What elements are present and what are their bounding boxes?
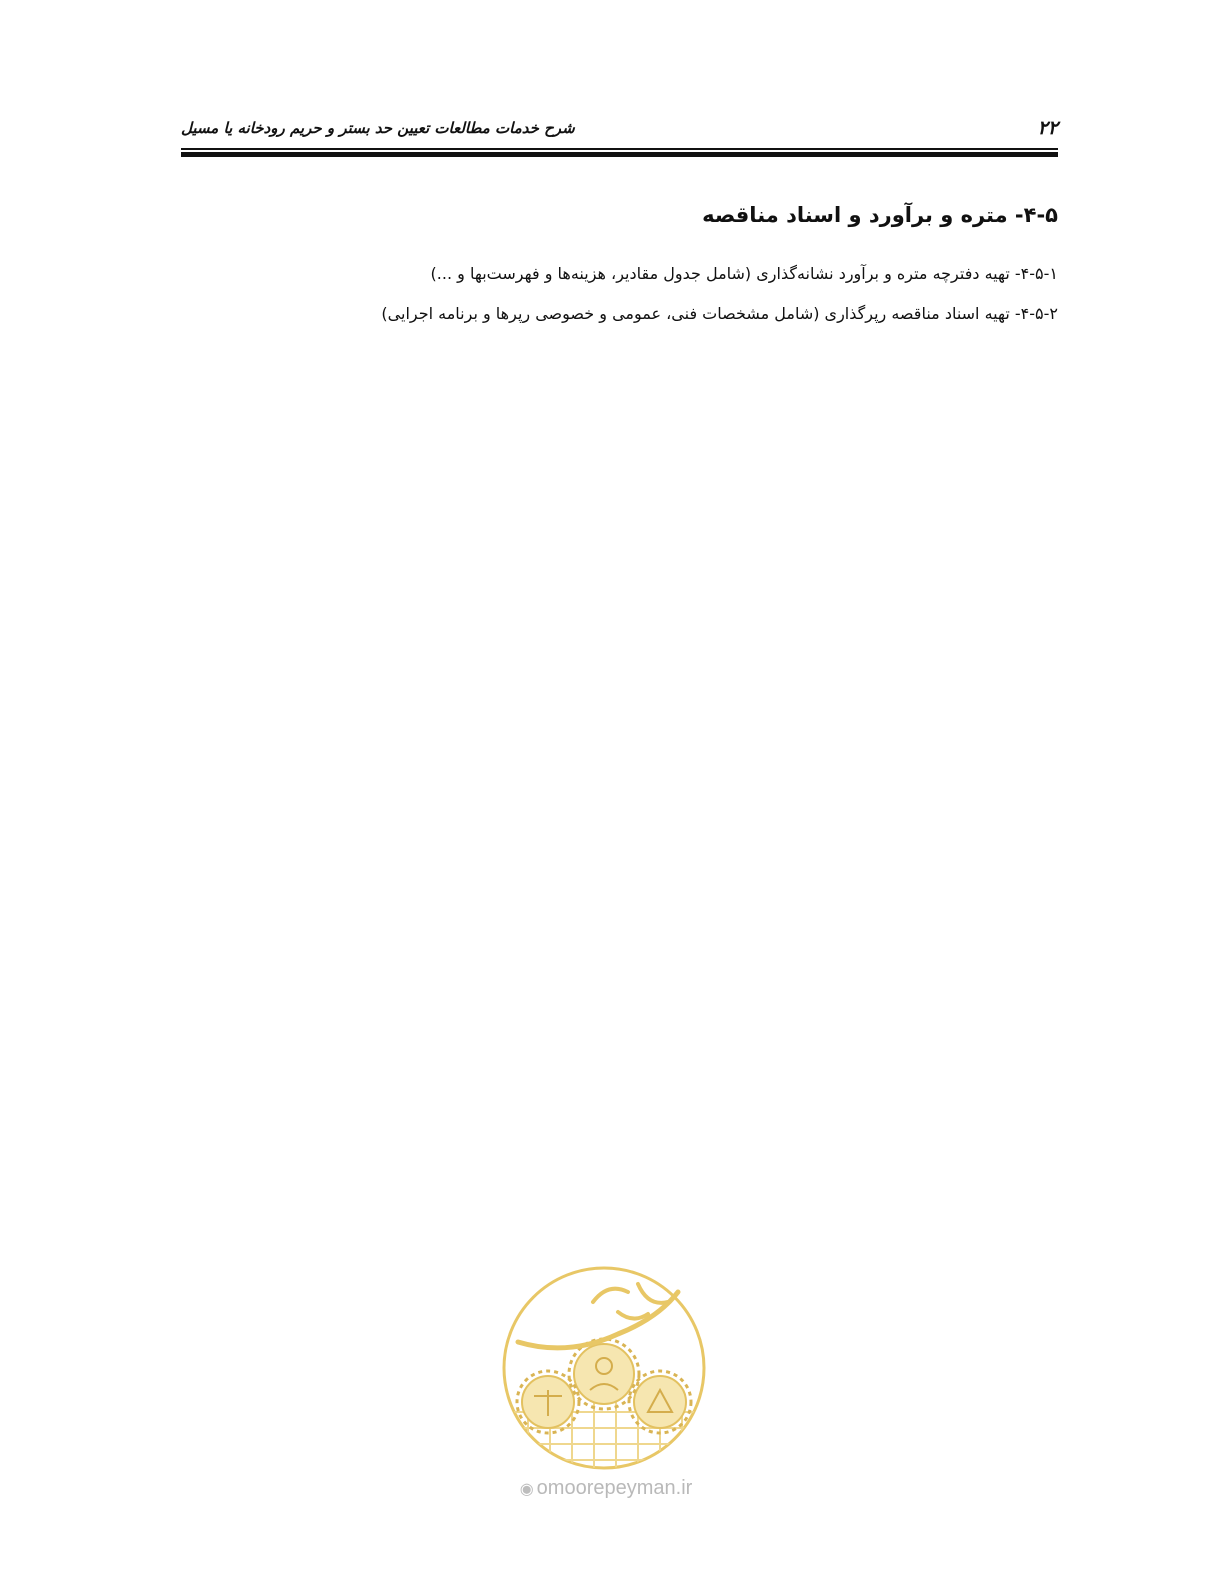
globe-icon: ◉	[519, 1481, 534, 1498]
page-number: ۲۲	[1037, 117, 1058, 139]
running-title: شرح خدمات مطالعات تعیین حد بستر و حریم رودخانه یا مسیل	[181, 119, 575, 137]
section-heading: ۴-۵- متره و برآورد و اسناد مناقصه	[702, 203, 1058, 227]
list-item: ۴-۵-۱- تهیه دفترچه متره و برآورد نشانه‌گذاری (شامل جدول مقادیر، هزینه‌ها و فهرست‌بها و ...)	[430, 264, 1058, 283]
header-rule-thin	[181, 148, 1058, 150]
watermark-url	[506, 1477, 706, 1500]
omoorepeyman-logo-icon	[498, 1262, 710, 1474]
list-item: ۴-۵-۲- تهیه اسناد مناقصه رپرگذاری (شامل مشخصات فنی، عمومی و خصوصی رپرها و برنامه اجرایی)	[381, 304, 1058, 323]
page-header	[181, 117, 1058, 145]
watermark-url-text: omoorepeyman.ir	[536, 1477, 693, 1499]
header-rule-thick	[181, 152, 1058, 157]
